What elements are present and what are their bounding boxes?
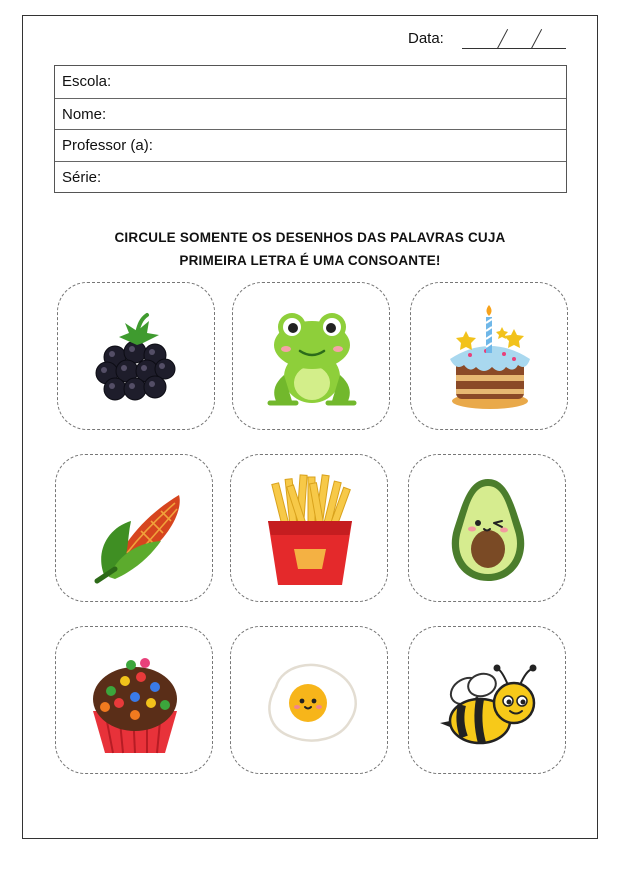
professor-field[interactable] <box>55 129 566 161</box>
avocado-icon <box>428 469 548 589</box>
picture-card-bee[interactable] <box>408 626 566 774</box>
picture-card-avocado[interactable] <box>408 454 566 602</box>
frog-icon <box>252 297 372 417</box>
professor-label: Professor (a): <box>62 137 153 154</box>
bee-icon <box>428 641 548 761</box>
corn-icon <box>75 469 195 589</box>
picture-card-corn[interactable] <box>55 454 213 602</box>
brigadeiro-icon <box>75 641 195 761</box>
date-field-line[interactable] <box>462 48 566 49</box>
escola-field[interactable] <box>55 66 566 98</box>
picture-card-blackberry[interactable] <box>57 282 215 430</box>
picture-card-frog[interactable] <box>232 282 390 430</box>
date-label: Data: <box>408 30 444 47</box>
nome-field[interactable] <box>55 98 566 130</box>
french-fries-icon <box>250 469 370 589</box>
nome-label: Nome: <box>62 105 107 123</box>
student-info-form <box>54 65 567 193</box>
picture-card-fried-egg[interactable] <box>230 626 388 774</box>
picture-card-french-fries[interactable] <box>230 454 388 602</box>
fried-egg-icon <box>250 641 370 761</box>
picture-card-cake[interactable] <box>410 282 568 430</box>
serie-label: Série: <box>62 168 102 186</box>
cake-icon <box>430 297 550 417</box>
instruction-title <box>40 226 580 272</box>
escola-label: Escola: <box>62 73 112 90</box>
blackberry-icon <box>77 297 197 417</box>
picture-card-brigadeiro[interactable] <box>55 626 213 774</box>
instruction-line-1: CIRCULE SOMENTE OS DESENHOS DAS PALAVRAS CUJA <box>114 230 506 245</box>
serie-field[interactable] <box>55 161 566 193</box>
instruction-line-2: PRIMEIRA LETRA É UMA CONSOANTE! <box>179 253 441 268</box>
